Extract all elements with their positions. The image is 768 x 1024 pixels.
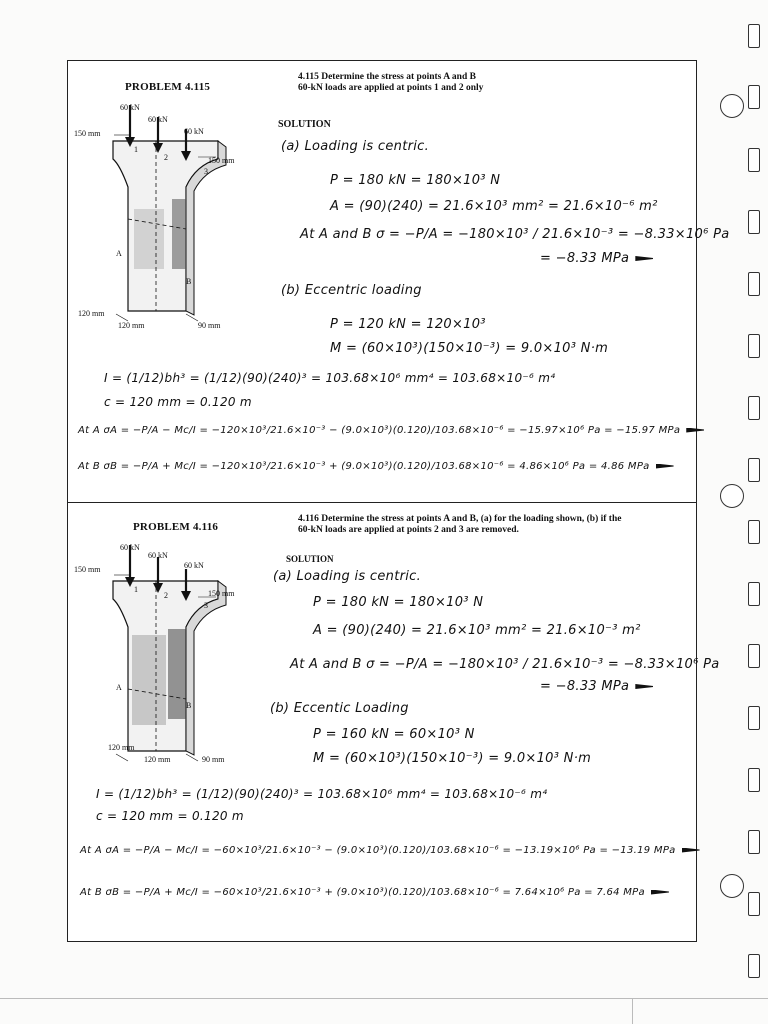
problem-116-statement-line2: 60-kN loads are applied at points 2 and 3 are removed. (298, 525, 519, 535)
p116-moment-of-inertia: I = (1/12)bh³ = (1/12)(90)(240)³ = 103.68×10⁶ mm⁴ = 103.68×10⁻⁶ m⁴ (96, 787, 548, 801)
p116-distance-c: c = 120 mm = 0.120 m (96, 809, 244, 823)
fig115-point-1: 1 (134, 145, 138, 154)
fig115-dim-90: 90 mm (198, 321, 221, 330)
fig115-point-A: A (116, 249, 122, 258)
fig116-load-2-label: 60 kN (148, 551, 168, 560)
fig115-dim-120-lower-left: 120 mm (78, 309, 105, 318)
answer-marker-icon (635, 684, 653, 689)
p116-stress-at-A: At A σA = −P/A − Mc/I = −60×10³/21.6×10⁻³ − (9.0×10³)(0.120)/103.68×10⁻⁶ = −13.19×10⁶ Pa = −13.19 MPa (80, 845, 700, 856)
binder-ring-hole-bottom (720, 874, 744, 898)
p116-stress-centric: At A and B σ = −P/A = −180×10³ / 21.6×10⁻³ = −8.33×10⁶ Pa (290, 657, 720, 672)
fig116-point-3: 3 (204, 601, 208, 610)
fig115-load-2-label: 60 kN (148, 115, 168, 124)
fig115-point-3: 3 (204, 167, 208, 176)
problem-116-heading: PROBLEM 4.116 (133, 521, 219, 533)
problem-116-solution-label: SOLUTION (286, 554, 334, 564)
fig116-dim-150-left: 150 mm (74, 565, 101, 574)
answer-marker-icon (686, 428, 704, 433)
fig116-point-B: B (186, 701, 192, 710)
binder-ring-hole-top (720, 94, 744, 118)
p115-load-P: P = 180 kN = 180×10³ N (330, 173, 501, 188)
answer-marker-icon (635, 256, 653, 261)
fig116-dim-150-right: 150 mm (208, 589, 235, 598)
p115-stress-at-B: At B σB = −P/A + Mc/I = −120×10³/21.6×10⁻³ + (9.0×10³)(0.120)/103.68×10⁻⁶ = 4.86×10⁶ Pa = 4.86 MPa (78, 461, 674, 472)
fig115-point-B: B (186, 277, 192, 286)
p116-load-P-eccentric: P = 160 kN = 60×10³ N (313, 727, 475, 742)
p116-stress-at-B: At B σB = −P/A + Mc/I = −60×10³/21.6×10⁻³ + (9.0×10³)(0.120)/103.68×10⁻⁶ = 7.64×10⁶ Pa = 7.64 MPa (80, 887, 669, 898)
answer-marker-icon (651, 890, 669, 895)
p116-part-a-heading: (a) Loading is centric. (273, 569, 422, 584)
p116-moment-M: M = (60×10³)(150×10⁻³) = 9.0×10³ N·m (313, 751, 592, 766)
fig116-load-1-label: 60 kN (120, 543, 140, 552)
fig116-dim-120-bottom: 120 mm (144, 755, 171, 764)
fig115-load-1-label: 60 kN (120, 103, 140, 112)
fig115-dim-120-bottom: 120 mm (118, 321, 145, 330)
fig115-load-3-label: 60 kN (184, 127, 204, 136)
problem-115-statement-line1: 4.115 Determine the stress at points A and B (298, 72, 476, 82)
answer-marker-icon (682, 848, 700, 853)
fig116-point-2: 2 (164, 591, 168, 600)
p115-stress-at-A: At A σA = −P/A − Mc/I = −120×10³/21.6×10⁻³ − (9.0×10³)(0.120)/103.68×10⁻⁶ = −15.97×10⁶ Pa = −15.97 MPa (78, 425, 704, 436)
problem-divider (68, 502, 696, 503)
p115-stress-centric-answer: = −8.33 MPa (540, 251, 653, 266)
fig116-point-A: A (116, 683, 122, 692)
fig116-dim-90: 90 mm (202, 755, 225, 764)
problem-115-statement-line2: 60-kN loads are applied at points 1 and 2 only (298, 83, 484, 93)
fig115-dim-150-right: 150 mm (208, 156, 235, 165)
p115-stress-centric: At A and B σ = −P/A = −180×10³ / 21.6×10⁻³ = −8.33×10⁶ Pa (300, 227, 730, 242)
fig116-point-1: 1 (134, 585, 138, 594)
p116-load-P: P = 180 kN = 180×10³ N (313, 595, 484, 610)
p115-distance-c: c = 120 mm = 0.120 m (104, 395, 252, 409)
binder-ring-hole-middle (720, 484, 744, 508)
fig116-load-3-label: 60 kN (184, 561, 204, 570)
fig115-dim-150-left: 150 mm (74, 129, 101, 138)
problem-115-heading: PROBLEM 4.115 (125, 81, 211, 93)
solution-sheet (67, 60, 730, 942)
p116-part-b-heading: (b) Eccentic Loading (270, 701, 409, 716)
problem-115-solution-label: SOLUTION (278, 119, 331, 130)
fig116-dim-120-lower-left: 120 mm (108, 743, 135, 752)
p116-area-A: A = (90)(240) = 21.6×10³ mm² = 21.6×10⁻³ m² (313, 623, 641, 638)
answer-marker-icon (656, 464, 674, 469)
page-bottom-mark (632, 998, 633, 1024)
p115-part-b-heading: (b) Eccentric loading (281, 283, 422, 298)
p115-load-P-eccentric: P = 120 kN = 120×10³ (330, 317, 486, 332)
p115-part-a-heading: (a) Loading is centric. (281, 139, 430, 154)
p115-moment-M: M = (60×10³)(150×10⁻³) = 9.0×10³ N·m (330, 341, 609, 356)
p115-area-A: A = (90)(240) = 21.6×10³ mm² = 21.6×10⁻⁶ m² (330, 199, 658, 214)
problem-116-statement-line1: 4.116 Determine the stress at points A and B, (a) for the loading shown, (b) if the (298, 514, 622, 524)
p116-stress-centric-answer: = −8.33 MPa (540, 679, 653, 694)
page-bottom-edge (0, 998, 768, 999)
fig115-point-2: 2 (164, 153, 168, 162)
p115-moment-of-inertia: I = (1/12)bh³ = (1/12)(90)(240)³ = 103.68×10⁶ mm⁴ = 103.68×10⁻⁶ m⁴ (104, 371, 556, 385)
